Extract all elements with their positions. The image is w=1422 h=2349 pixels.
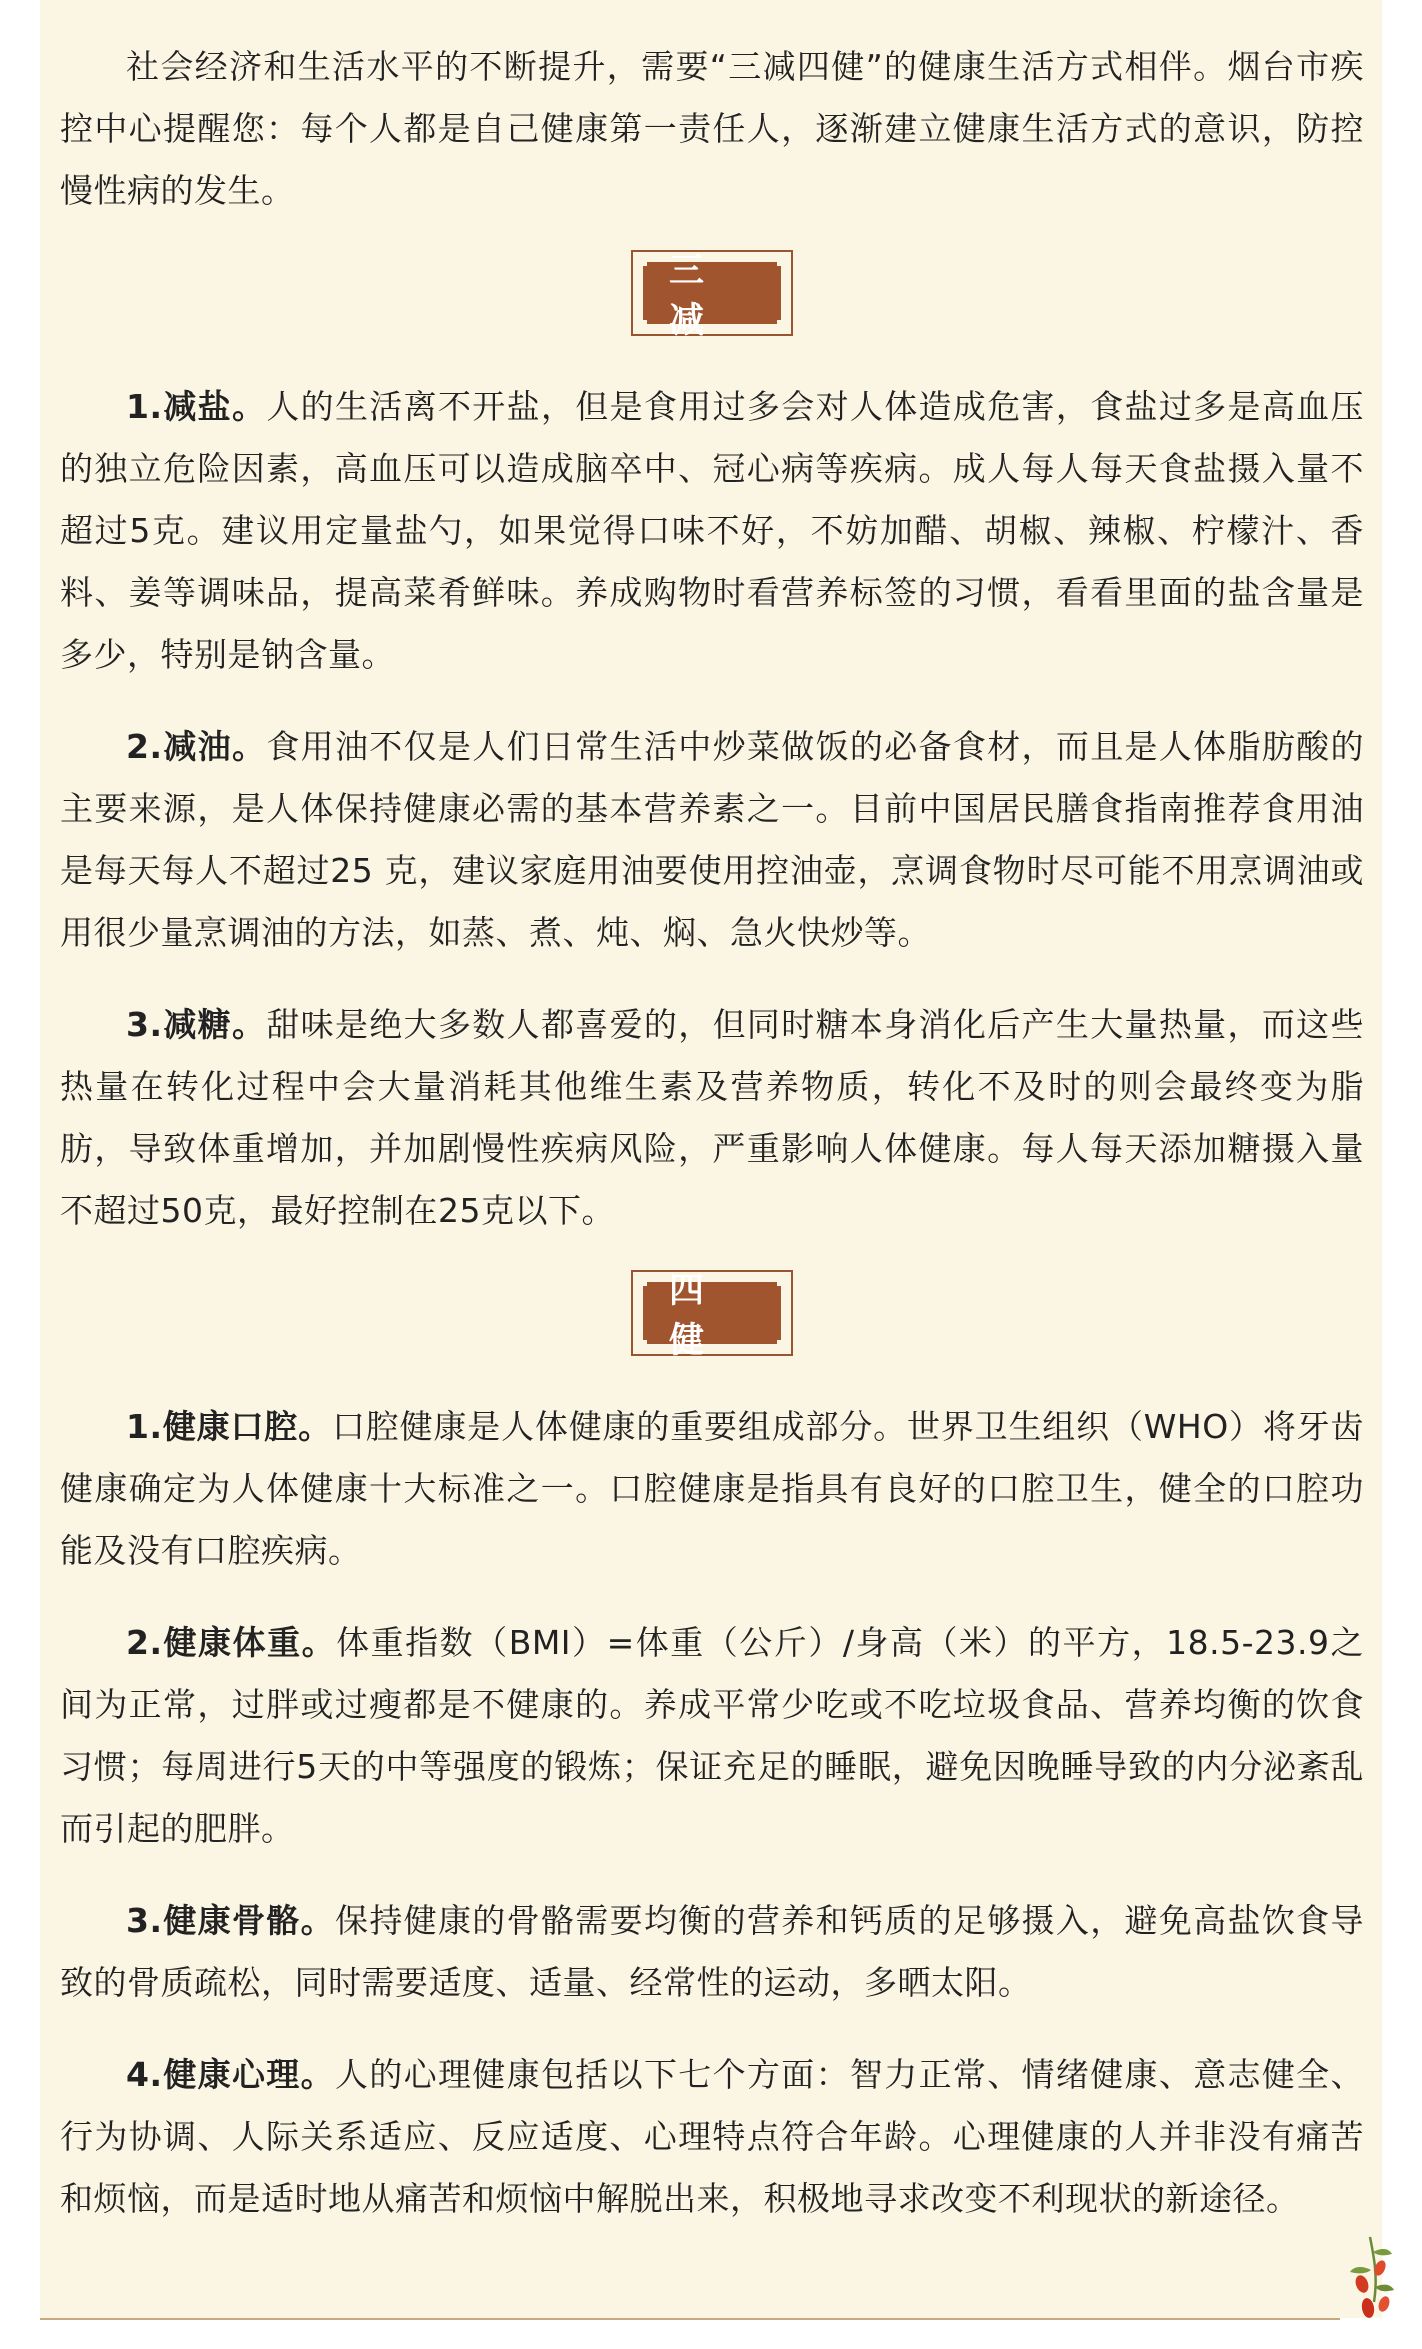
item-text: 体重指数（BMI）=体重（公斤）/身高（米）的平方，18.5-23.9之间为正常，过胖或过瘦都是不健康的。养成平常少吃或不吃垃圾食品、营养均衡的饮食习惯；每周进行5天的中等强度的锻炼；保证充足的睡眠，避免因晚睡导致的内分泌紊乱而引起的肥胖。: [60, 1623, 1364, 1848]
item-reduce-salt: [60, 376, 1364, 686]
article-content: [60, 36, 1364, 2260]
item-text: 甜味是绝大多数人都喜爱的，但同时糖本身消化后产生大量热量，而这些热量在转化过程中会大量消耗其他维生素及营养物质，转化不及时的则会最终变为脂肪，导致体重增加，并加剧慢性疾病风险，严重影响人体健康。每人每天添加糖摄入量不超过50克，最好控制在25克以下。: [60, 1005, 1364, 1230]
item-healthy-bones: [60, 1890, 1364, 2014]
section-heading-frame: [631, 250, 793, 341]
item-reduce-oil: [60, 716, 1364, 964]
item-healthy-mouth: [60, 1396, 1364, 1582]
item-title: 1.健康口腔。: [126, 1407, 332, 1446]
section-heading-wrapper: [60, 1270, 1364, 1361]
item-title: 1.减盐。: [126, 387, 267, 426]
item-text: 口腔健康是人体健康的重要组成部分。世界卫生组织（WHO）将牙齿健康确定为人体健康十大标准之一。口腔健康是指具有良好的口腔卫生，健全的口腔功能及没有口腔疾病。: [60, 1407, 1364, 1570]
item-text: 食用油不仅是人们日常生活中炒菜做饭的必备食材，而且是人体脂肪酸的主要来源，是人体保持健康必需的基本营养素之一。目前中国居民膳食指南推荐食用油是每天每人不超过25 克，建议家庭用油要使用控油壶，烹调食物时尽可能不用烹调油或用很少量烹调油的方法，如蒸、煮、炖、焖、急火快炒等。: [60, 727, 1364, 952]
section-heading-four-healths: 四健: [643, 1282, 781, 1344]
item-title: 4.健康心理。: [126, 2055, 335, 2094]
item-title: 3.减糖。: [126, 1005, 267, 1044]
item-text: 保持健康的骨骼需要均衡的营养和钙质的足够摄入，避免高盐饮食导致的骨质疏松，同时需要适度、适量、经常性的运动，多晒太阳。: [60, 1901, 1365, 2002]
item-reduce-sugar: [60, 994, 1364, 1242]
item-healthy-mind: [60, 2044, 1364, 2230]
footer-divider: [40, 2318, 1340, 2320]
section-heading-wrapper: [60, 250, 1364, 341]
intro-paragraph: 社会经济和生活水平的不断提升，需要“三减四健”的健康生活方式相伴。烟台市疾控中心提醒您：每个人都是自己健康第一责任人，逐渐建立健康生活方式的意识，防控慢性病的发生。: [60, 47, 1364, 210]
item-title: 3.健康骨骼。: [126, 1901, 335, 1940]
section-heading-three-reductions: 三减: [643, 262, 781, 324]
goji-berry-icon: [1340, 2232, 1400, 2332]
item-text: 人的生活离不开盐，但是食用过多会对人体造成危害，食盐过多是高血压的独立危险因素，高血压可以造成脑卒中、冠心病等疾病。成人每人每天食盐摄入量不超过5克。建议用定量盐勺，如果觉得口味不好，不妨加醋、胡椒、辣椒、柠檬汁、香料、姜等调味品，提高菜肴鲜味。养成购物时看营养标签的习惯，看看里面的盐含量是多少，特别是钠含量。: [60, 387, 1364, 674]
item-healthy-weight: [60, 1612, 1364, 1860]
section-heading-frame: [631, 1270, 793, 1361]
item-title: 2.健康体重。: [126, 1623, 337, 1662]
item-title: 2.减油。: [126, 727, 267, 766]
item-text: 人的心理健康包括以下七个方面：智力正常、情绪健康、意志健全、行为协调、人际关系适应、反应适度、心理特点符合年龄。心理健康的人并非没有痛苦和烦恼，而是适时地从痛苦和烦恼中解脱出来，积极地寻求改变不利现状的新途径。: [60, 2055, 1365, 2218]
